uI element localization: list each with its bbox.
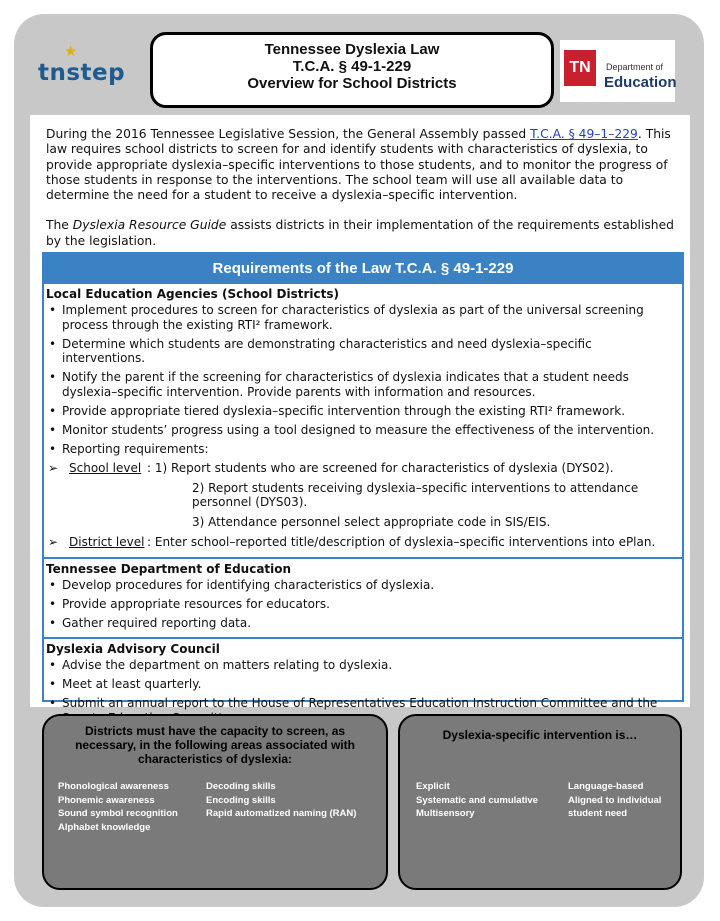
list-item: • Notify the parent if the screening for characteristics of dyslexia indicates that a student needs dyslexia–specific intervention. Provide parents with information and resources. bbox=[44, 370, 678, 399]
resource-guide-title: Dyslexia Resource Guide bbox=[72, 218, 227, 233]
tn-logo-name: Education bbox=[604, 74, 677, 91]
screening-areas-col2 bbox=[206, 780, 356, 821]
list-item: Rapid automatized naming (RAN) bbox=[206, 808, 357, 819]
lea-title: Local Education Agencies (School Districts) bbox=[46, 287, 340, 301]
list-item: Language-based bbox=[568, 781, 644, 792]
list-item: Decoding skills bbox=[206, 781, 276, 792]
intervention-title: Dyslexia-specific intervention is… bbox=[442, 728, 638, 742]
list-item: • Monitor students’ progress using a tool designed to measure the effectiveness of the intervention. bbox=[44, 423, 678, 438]
intro-paragraph-2: The Dyslexia Resource Guide assists districts in their implementation of the requirements established by the legislation. bbox=[46, 218, 674, 248]
tnstep-logo-text: tnstep bbox=[38, 60, 126, 86]
list-item: • Determine which students are demonstrating characteristics and need dyslexia–specific interventions. bbox=[44, 337, 678, 366]
title-box bbox=[150, 32, 554, 108]
tdoe-list bbox=[44, 578, 678, 631]
tdoe-section bbox=[44, 557, 682, 637]
lea-list bbox=[44, 303, 678, 456]
tdoe-title: Tennessee Department of Education bbox=[46, 562, 292, 576]
list-item: • Provide appropriate resources for educators. bbox=[44, 597, 678, 612]
screening-areas-col1 bbox=[58, 780, 178, 834]
statute-link[interactable]: T.C.A. § 49–1–229 bbox=[530, 127, 638, 141]
screening-capacity-box bbox=[42, 714, 388, 890]
tnstep-logo bbox=[38, 42, 128, 102]
intervention-traits-col2 bbox=[568, 780, 661, 821]
list-item: Explicit bbox=[416, 781, 450, 792]
intervention-traits-col1 bbox=[416, 780, 538, 821]
list-item: • Meet at least quarterly. bbox=[44, 677, 678, 692]
list-item: • Gather required reporting data. bbox=[44, 616, 678, 631]
list-item: • Submit an annual report to the House of Representatives Education Instruction Committee and the bbox=[44, 696, 678, 725]
intro-text bbox=[46, 127, 686, 249]
lea-section bbox=[44, 284, 682, 557]
requirements-box bbox=[42, 252, 684, 710]
intervention-box bbox=[398, 714, 682, 890]
tn-logo-dept: Department of bbox=[606, 62, 664, 72]
list-item: • Advise the department on matters relating to dyslexia. bbox=[44, 658, 678, 673]
list-item: Encoding skills bbox=[206, 794, 276, 806]
tn-logo-mark: TN bbox=[564, 50, 596, 86]
screening-capacity-title: Districts must have the capacity to screen, as necessary, in the following areas associated with characteristics of dyslexia: bbox=[75, 724, 355, 766]
list-item: • Reporting requirements: bbox=[44, 442, 678, 457]
page-subtitle-overview: Overview for School Districts bbox=[247, 75, 457, 92]
list-item: • Implement procedures to screen for characteristics of dyslexia as part of the universal screening process through the existing RTI² framework. bbox=[44, 303, 678, 332]
school-level-item: 3) Attendance personnel select appropriate code in SIS/EIS. bbox=[192, 515, 551, 529]
list-item: Aligned to individual bbox=[568, 794, 662, 806]
list-item: student need bbox=[568, 808, 628, 819]
school-level-label: School level bbox=[69, 460, 142, 475]
arrow-bullet-icon: ➢ bbox=[48, 535, 59, 549]
district-level-label: District level bbox=[69, 535, 145, 549]
tn-education-logo bbox=[560, 40, 675, 102]
list-item: Phonological awareness bbox=[58, 781, 169, 792]
page-subtitle-statute: T.C.A. § 49-1-229 bbox=[292, 58, 412, 75]
intro-paragraph-1: During the 2016 Tennessee Legislative Session, the General Assembly passed T.C.A. § 49–1–229. This law requires school districts to screen for and identify students with characteristics of dyslexia, to provide appropriate dyslexia–specific interventions to those students, and to monitor the progress of those students in response to the interventions. The school team will use all available data to determine the need for a student to receive a dyslexia–specific intervention. bbox=[46, 127, 671, 203]
list-item: Alphabet knowledge bbox=[58, 821, 151, 833]
list-item: Systematic and cumulative bbox=[416, 794, 538, 806]
list-item: • Provide appropriate tiered dyslexia–specific intervention through the existing RTI² framework. bbox=[44, 404, 678, 419]
district-level-row bbox=[44, 535, 678, 550]
district-level-text: : Enter school–reported title/description of dyslexia–specific interventions into ePlan. bbox=[147, 535, 656, 549]
council-title: Dyslexia Advisory Council bbox=[46, 642, 220, 656]
list-item: Phonemic awareness bbox=[58, 794, 155, 806]
arrow-bullet-icon: ➢ bbox=[48, 460, 59, 475]
page-title: Tennessee Dyslexia Law bbox=[264, 41, 440, 58]
school-level-row bbox=[44, 461, 678, 476]
school-level-item: : 1) Report students who are screened for characteristics of dyslexia (DYS02). bbox=[147, 460, 614, 475]
school-level-row bbox=[44, 515, 678, 530]
list-item: • Develop procedures for identifying characteristics of dyslexia. bbox=[44, 578, 678, 593]
list-item: Sound symbol recognition bbox=[58, 808, 178, 819]
list-item: Multisensory bbox=[416, 808, 475, 819]
school-level-row bbox=[44, 481, 678, 510]
school-level-item: 2) Report students receiving dyslexia–specific interventions to attendance personnel (DYS03). bbox=[192, 480, 639, 509]
star-icon: ★ bbox=[64, 42, 78, 60]
requirements-heading: Requirements of the Law T.C.A. § 49-1-229 bbox=[44, 254, 682, 284]
